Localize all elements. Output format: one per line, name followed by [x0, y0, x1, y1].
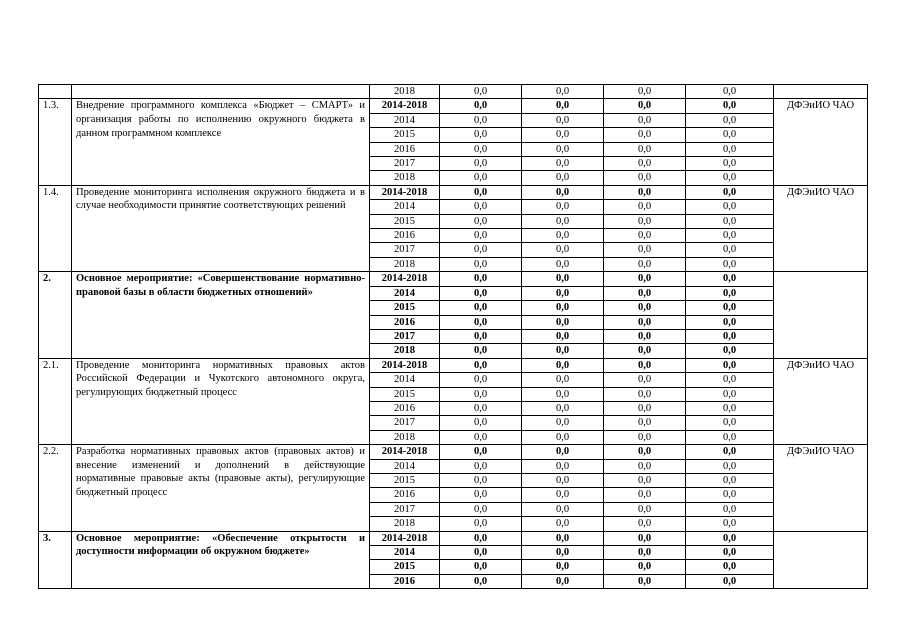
year-cell: 2015: [370, 214, 440, 228]
value-cell: 0,0: [522, 488, 604, 502]
year-cell: 2014-2018: [370, 531, 440, 545]
responsible-executor-cell: [774, 531, 868, 589]
table-row: [39, 272, 868, 286]
value-cell: 0,0: [522, 286, 604, 300]
value-cell: 0,0: [686, 401, 774, 415]
value-cell: 0,0: [604, 214, 686, 228]
value-cell: 0,0: [440, 387, 522, 401]
responsible-executor-cell: ДФЭиИО ЧАО: [774, 185, 868, 271]
value-cell: 0,0: [604, 401, 686, 415]
value-cell: 0,0: [604, 387, 686, 401]
value-cell: 0,0: [604, 344, 686, 358]
year-cell: 2014: [370, 286, 440, 300]
value-cell: 0,0: [522, 531, 604, 545]
value-cell: 0,0: [686, 214, 774, 228]
value-cell: 0,0: [604, 445, 686, 459]
value-cell: 0,0: [522, 171, 604, 185]
row-number-cell: [39, 85, 72, 99]
value-cell: 0,0: [522, 257, 604, 271]
value-cell: 0,0: [686, 344, 774, 358]
value-cell: 0,0: [604, 142, 686, 156]
activity-description-cell: Проведение мониторинга нормативных правовых актов Российской Федерации и Чукотского автономного округа, регулирующих бюджетный процесс: [72, 358, 370, 444]
value-cell: 0,0: [522, 243, 604, 257]
value-cell: 0,0: [686, 301, 774, 315]
value-cell: 0,0: [440, 171, 522, 185]
year-cell: 2014-2018: [370, 99, 440, 113]
value-cell: 0,0: [686, 473, 774, 487]
responsible-cell: [774, 85, 868, 99]
value-cell: 0,0: [440, 257, 522, 271]
budget-activities-table: [38, 84, 868, 589]
value-cell: 0,0: [604, 85, 686, 99]
responsible-executor-cell: ДФЭиИО ЧАО: [774, 445, 868, 531]
year-cell: 2016: [370, 488, 440, 502]
value-cell: 0,0: [522, 387, 604, 401]
value-cell: 0,0: [686, 272, 774, 286]
value-cell: 0,0: [440, 329, 522, 343]
value-cell: 0,0: [686, 416, 774, 430]
year-cell: 2014-2018: [370, 272, 440, 286]
table-row: [39, 445, 868, 459]
value-cell: 0,0: [604, 185, 686, 199]
value-cell: 0,0: [522, 157, 604, 171]
table-row: [39, 531, 868, 545]
value-cell: 0,0: [522, 301, 604, 315]
value-cell: 0,0: [686, 430, 774, 444]
value-cell: 0,0: [686, 387, 774, 401]
value-cell: 0,0: [522, 200, 604, 214]
value-cell: 0,0: [440, 200, 522, 214]
value-cell: 0,0: [522, 459, 604, 473]
value-cell: 0,0: [686, 171, 774, 185]
value-cell: 0,0: [440, 344, 522, 358]
value-cell: 0,0: [686, 315, 774, 329]
value-cell: 0,0: [604, 430, 686, 444]
value-cell: 0,0: [440, 445, 522, 459]
value-cell: 0,0: [440, 401, 522, 415]
table-row: [39, 99, 868, 113]
value-cell: 0,0: [522, 315, 604, 329]
activity-description-cell: [72, 85, 370, 99]
value-cell: 0,0: [522, 85, 604, 99]
value-cell: 0,0: [440, 301, 522, 315]
year-cell: 2018: [370, 171, 440, 185]
value-cell: 0,0: [522, 373, 604, 387]
value-cell: 0,0: [522, 546, 604, 560]
value-cell: 0,0: [440, 473, 522, 487]
value-cell: 0,0: [440, 157, 522, 171]
year-cell: 2017: [370, 157, 440, 171]
year-cell: 2017: [370, 502, 440, 516]
value-cell: 0,0: [522, 214, 604, 228]
value-cell: 0,0: [604, 157, 686, 171]
value-cell: 0,0: [686, 488, 774, 502]
value-cell: 0,0: [440, 416, 522, 430]
value-cell: 0,0: [604, 229, 686, 243]
value-cell: 0,0: [440, 214, 522, 228]
value-cell: 0,0: [522, 128, 604, 142]
value-cell: 0,0: [440, 430, 522, 444]
value-cell: 0,0: [604, 473, 686, 487]
responsible-executor-cell: [774, 272, 868, 358]
row-number-cell: 1.4.: [39, 185, 72, 271]
year-cell: 2016: [370, 229, 440, 243]
year-cell: 2015: [370, 387, 440, 401]
value-cell: 0,0: [522, 574, 604, 588]
value-cell: 0,0: [604, 329, 686, 343]
value-cell: 0,0: [686, 229, 774, 243]
value-cell: 0,0: [686, 99, 774, 113]
value-cell: 0,0: [522, 502, 604, 516]
year-cell: 2014: [370, 546, 440, 560]
value-cell: 0,0: [440, 142, 522, 156]
year-cell: 2014-2018: [370, 185, 440, 199]
value-cell: 0,0: [686, 329, 774, 343]
value-cell: 0,0: [440, 243, 522, 257]
value-cell: 0,0: [604, 517, 686, 531]
value-cell: 0,0: [604, 99, 686, 113]
table-body: [39, 85, 868, 589]
year-cell: 2015: [370, 560, 440, 574]
value-cell: 0,0: [522, 445, 604, 459]
value-cell: 0,0: [440, 546, 522, 560]
value-cell: 0,0: [604, 502, 686, 516]
value-cell: 0,0: [440, 272, 522, 286]
value-cell: 0,0: [604, 171, 686, 185]
year-cell: 2016: [370, 574, 440, 588]
value-cell: 0,0: [686, 157, 774, 171]
year-cell: 2018: [370, 85, 440, 99]
value-cell: 0,0: [522, 473, 604, 487]
value-cell: 0,0: [604, 373, 686, 387]
value-cell: 0,0: [604, 200, 686, 214]
value-cell: 0,0: [686, 286, 774, 300]
row-number-cell: 2.: [39, 272, 72, 358]
year-cell: 2014: [370, 373, 440, 387]
year-cell: 2016: [370, 142, 440, 156]
value-cell: 0,0: [604, 488, 686, 502]
year-cell: 2015: [370, 473, 440, 487]
value-cell: 0,0: [522, 142, 604, 156]
value-cell: 0,0: [686, 113, 774, 127]
year-cell: 2017: [370, 243, 440, 257]
value-cell: 0,0: [522, 272, 604, 286]
value-cell: 0,0: [522, 401, 604, 415]
value-cell: 0,0: [440, 373, 522, 387]
year-cell: 2014-2018: [370, 358, 440, 372]
value-cell: 0,0: [440, 517, 522, 531]
row-number-cell: 1.3.: [39, 99, 72, 185]
value-cell: 0,0: [440, 560, 522, 574]
row-number-cell: 2.2.: [39, 445, 72, 531]
value-cell: 0,0: [604, 531, 686, 545]
year-cell: 2015: [370, 301, 440, 315]
value-cell: 0,0: [604, 128, 686, 142]
value-cell: 0,0: [522, 358, 604, 372]
year-cell: 2017: [370, 416, 440, 430]
year-cell: 2018: [370, 517, 440, 531]
year-cell: 2015: [370, 128, 440, 142]
value-cell: 0,0: [522, 229, 604, 243]
activity-description-cell: Основное мероприятие: «Совершенствование нормативно-правовой базы в области бюджетных отношений»: [72, 272, 370, 358]
value-cell: 0,0: [604, 546, 686, 560]
value-cell: 0,0: [522, 113, 604, 127]
year-cell: 2018: [370, 257, 440, 271]
value-cell: 0,0: [686, 373, 774, 387]
value-cell: 0,0: [686, 546, 774, 560]
table-row: [39, 358, 868, 372]
value-cell: 0,0: [522, 99, 604, 113]
year-cell: 2016: [370, 315, 440, 329]
year-cell: 2018: [370, 344, 440, 358]
table-row: [39, 85, 868, 99]
responsible-executor-cell: ДФЭиИО ЧАО: [774, 358, 868, 444]
value-cell: 0,0: [686, 517, 774, 531]
value-cell: 0,0: [686, 142, 774, 156]
value-cell: 0,0: [686, 128, 774, 142]
value-cell: 0,0: [686, 243, 774, 257]
value-cell: 0,0: [440, 531, 522, 545]
value-cell: 0,0: [440, 185, 522, 199]
value-cell: 0,0: [440, 574, 522, 588]
year-cell: 2018: [370, 430, 440, 444]
activity-description-cell: Внедрение программного комплекса «Бюджет – СМАРТ» и организация работы по исполнению окружного бюджета в данном программном комплексе: [72, 99, 370, 185]
activity-description-cell: Основное мероприятие: «Обеспечение открытости и доступности информации об окружном бюджете»: [72, 531, 370, 589]
activity-description-cell: Проведение мониторинга исполнения окружного бюджета и в случае необходимости принятие соответствующих решений: [72, 185, 370, 271]
value-cell: 0,0: [522, 344, 604, 358]
year-cell: 2016: [370, 401, 440, 415]
value-cell: 0,0: [522, 185, 604, 199]
value-cell: 0,0: [604, 113, 686, 127]
table-row: [39, 185, 868, 199]
value-cell: 0,0: [686, 257, 774, 271]
value-cell: 0,0: [522, 560, 604, 574]
value-cell: 0,0: [604, 243, 686, 257]
value-cell: 0,0: [686, 574, 774, 588]
value-cell: 0,0: [686, 502, 774, 516]
year-cell: 2014: [370, 200, 440, 214]
value-cell: 0,0: [686, 200, 774, 214]
value-cell: 0,0: [440, 358, 522, 372]
value-cell: 0,0: [440, 99, 522, 113]
value-cell: 0,0: [604, 257, 686, 271]
value-cell: 0,0: [440, 502, 522, 516]
value-cell: 0,0: [604, 416, 686, 430]
value-cell: 0,0: [440, 128, 522, 142]
value-cell: 0,0: [686, 560, 774, 574]
value-cell: 0,0: [686, 459, 774, 473]
year-cell: 2014-2018: [370, 445, 440, 459]
responsible-executor-cell: ДФЭиИО ЧАО: [774, 99, 868, 185]
year-cell: 2017: [370, 329, 440, 343]
value-cell: 0,0: [686, 531, 774, 545]
value-cell: 0,0: [686, 445, 774, 459]
value-cell: 0,0: [522, 430, 604, 444]
value-cell: 0,0: [604, 560, 686, 574]
value-cell: 0,0: [522, 329, 604, 343]
value-cell: 0,0: [604, 574, 686, 588]
value-cell: 0,0: [522, 517, 604, 531]
value-cell: 0,0: [604, 315, 686, 329]
value-cell: 0,0: [440, 113, 522, 127]
value-cell: 0,0: [604, 459, 686, 473]
value-cell: 0,0: [686, 185, 774, 199]
row-number-cell: 3.: [39, 531, 72, 589]
value-cell: 0,0: [440, 459, 522, 473]
value-cell: 0,0: [440, 85, 522, 99]
year-cell: 2014: [370, 113, 440, 127]
value-cell: 0,0: [440, 488, 522, 502]
value-cell: 0,0: [686, 85, 774, 99]
value-cell: 0,0: [604, 358, 686, 372]
value-cell: 0,0: [440, 229, 522, 243]
value-cell: 0,0: [604, 272, 686, 286]
value-cell: 0,0: [604, 286, 686, 300]
value-cell: 0,0: [440, 315, 522, 329]
value-cell: 0,0: [686, 358, 774, 372]
year-cell: 2014: [370, 459, 440, 473]
value-cell: 0,0: [604, 301, 686, 315]
activity-description-cell: Разработка нормативных правовых актов (правовых актов) и внесение изменений и дополнений в действующие нормативные правовые акты (правовые акты), регулирующие бюджетный процесс: [72, 445, 370, 531]
value-cell: 0,0: [440, 286, 522, 300]
value-cell: 0,0: [522, 416, 604, 430]
row-number-cell: 2.1.: [39, 358, 72, 444]
